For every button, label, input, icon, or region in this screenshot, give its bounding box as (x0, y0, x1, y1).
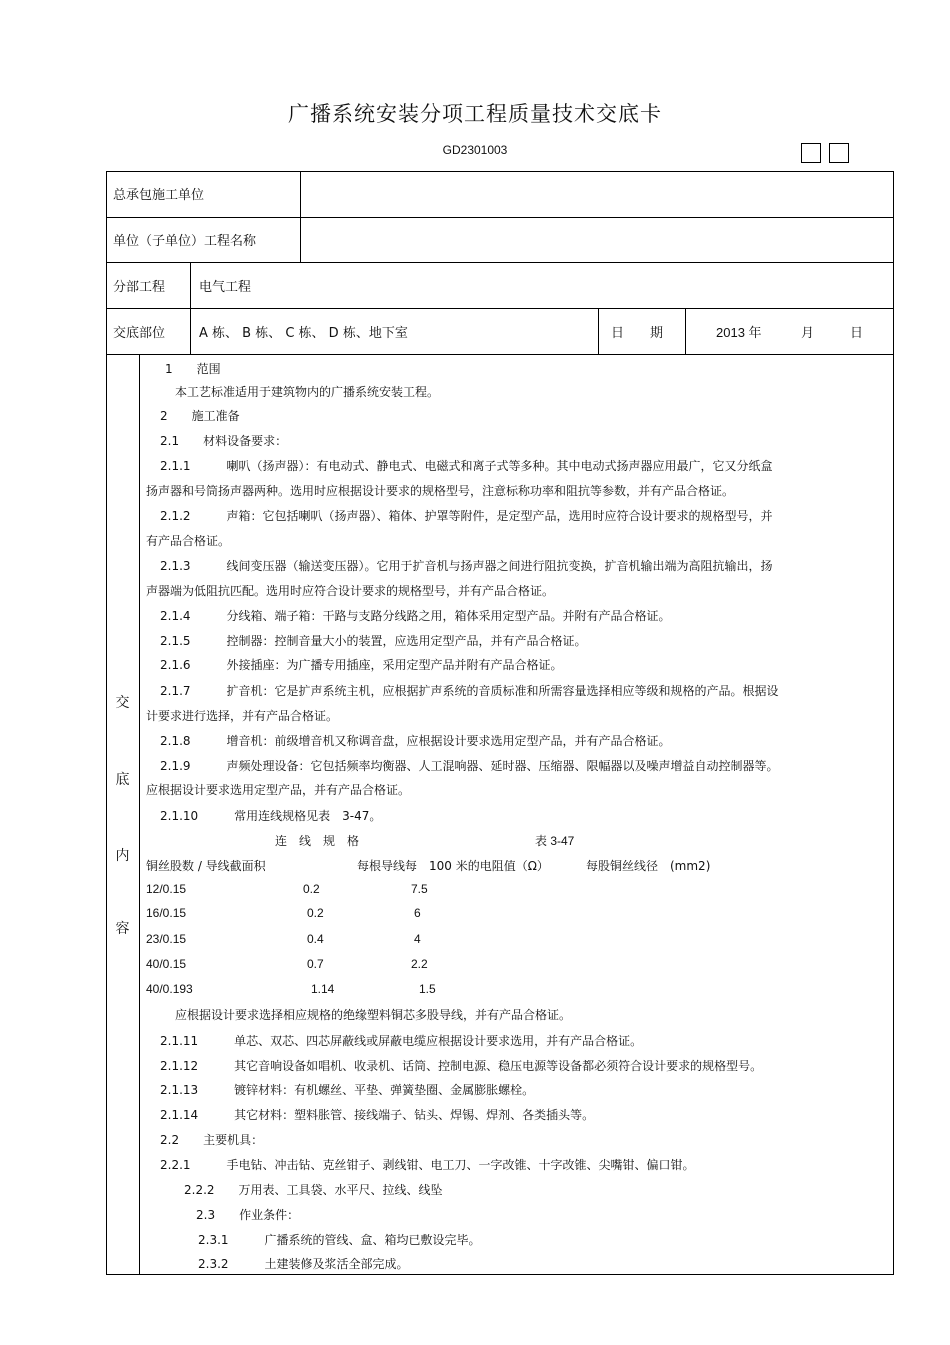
wire-table-cell: 0.2 (303, 882, 320, 896)
side-label-char: 容 (115, 921, 130, 937)
content-line: 2.1.10 常用连线规格见表 3-47。 (160, 809, 382, 823)
wire-table-cell: 1.14 (311, 982, 335, 996)
content-line: 有产品合格证。 (146, 534, 231, 548)
content-line: 2.3.1 广播系统的管线、盒、箱均已敷设完毕。 (198, 1233, 481, 1247)
content-line: 1 范围 (165, 362, 221, 376)
content-line: 2.2 主要机具： (160, 1133, 264, 1147)
wire-table-header: 每股铜丝线径 (mm2) (586, 859, 711, 873)
content-line: 本工艺标准适用于建筑物内的广播系统安装工程。 (175, 385, 440, 399)
wire-table-cell: 12/0.15 (146, 882, 187, 896)
table-rule (106, 262, 894, 263)
date-year: 2013 年 (716, 325, 762, 340)
side-label-char: 底 (115, 772, 130, 788)
table-border-top (106, 171, 894, 172)
wire-table-cell: 16/0.15 (146, 906, 187, 920)
location-label: 交底部位 (113, 326, 166, 341)
wire-table-cell: 7.5 (411, 882, 428, 896)
wire-table-header: 铜丝股数 / 导线截面积 (146, 859, 266, 873)
date-label: 日 期 (611, 326, 664, 341)
content-line: 2.3 作业条件： (196, 1208, 300, 1222)
side-label-char: 交 (115, 695, 130, 711)
table-rule (190, 262, 191, 354)
page-title: 广播系统安装分项工程质量技术交底卡 (288, 102, 662, 126)
content-line: 2.1.12 其它音响设备如唱机、收录机、话筒、控制电源、稳压电源等设备都必须符合设计要求的规格型号。 (160, 1059, 763, 1073)
content-line: 2.1.9 声频处理设备：它包括频率均衡器、人工混响器、延时器、压缩器、限幅器以及噪声增益自动控制器等。 (160, 759, 779, 773)
table-rule (598, 308, 599, 354)
wire-table-cell: 1.5 (419, 982, 436, 996)
wire-table-number: 表 3-47 (535, 834, 575, 848)
content-line: 2.1.8 增音机：前级增音机又称调音盘，应根据设计要求选用定型产品，并有产品合格证。 (160, 734, 671, 748)
table-rule (139, 354, 140, 1274)
wire-table-caption: 连 线 规 格 (275, 834, 360, 848)
wire-table-cell: 6 (414, 906, 421, 920)
content-line: 2 施工准备 (160, 409, 240, 423)
content-line: 2.1.5 控制器：控制音量大小的装置，应选用定型产品，并有产品合格证。 (160, 634, 587, 648)
checkbox-1[interactable] (801, 143, 821, 163)
content-line: 2.1.2 声箱：它包括喇叭（扬声器）、箱体、护罩等附件，是定型产品，选用时应符合设计要求的规格型号，并 (160, 509, 773, 523)
location-value: A 栋、 B 栋、 C 栋、 D 栋、地下室 (199, 326, 408, 341)
table-border-right (893, 171, 894, 1275)
table-border-left (106, 171, 107, 1275)
checkbox-2[interactable] (829, 143, 849, 163)
table-rule (300, 171, 301, 263)
content-line: 2.1.13 镀锌材料：有机螺丝、平垫、弹簧垫圈、金属膨胀螺栓。 (160, 1083, 535, 1097)
wire-table-cell: 0.2 (307, 906, 324, 920)
table-border-bottom (106, 1274, 894, 1275)
table-rule (106, 354, 894, 355)
content-line: 应根据设计要求选用定型产品，并有产品合格证。 (146, 783, 411, 797)
project-name-label: 单位（子单位）工程名称 (113, 234, 257, 249)
content-line: 2.1 材料设备要求： (160, 434, 288, 448)
content-line: 2.1.1 喇叭（扬声器）：有电动式、静电式、电磁式和离子式等多种。其中电动式扬声器应用最广，它又分纸盒 (160, 459, 773, 473)
contractor-label: 总承包施工单位 (113, 188, 205, 203)
content-line: 2.1.11 单芯、双芯、四芯屏蔽线或屏蔽电缆应根据设计要求选用，并有产品合格证。 (160, 1034, 643, 1048)
table-rule (685, 308, 686, 354)
division-value: 电气工程 (199, 280, 252, 295)
division-label: 分部工程 (113, 280, 166, 295)
side-label-char: 内 (115, 848, 130, 864)
content-line: 应根据设计要求选择相应规格的绝缘塑料铜芯多股导线，并有产品合格证。 (175, 1008, 572, 1022)
wire-table-cell: 0.4 (307, 932, 324, 946)
content-line: 2.1.3 线间变压器（输送变压器）。它用于扩音机与扬声器之间进行阻抗变换，扩音机输出端为高阻抗输出，扬 (160, 559, 773, 573)
wire-table-cell: 23/0.15 (146, 932, 187, 946)
content-line: 2.1.6 外接插座：为广播专用插座，采用定型产品并附有产品合格证。 (160, 658, 563, 672)
content-line: 2.2.2 万用表、工具袋、水平尺、拉线、线坠 (184, 1183, 443, 1197)
content-line: 计要求进行选择，并有产品合格证。 (146, 709, 339, 723)
wire-table-cell: 4 (414, 932, 421, 946)
date-month: 月 (801, 326, 815, 341)
content-line: 2.2.1 手电钻、冲击钻、克丝钳子、剥线钳、电工刀、一字改锥、十字改锥、尖嘴钳、偏口钳。 (160, 1158, 695, 1172)
content-line: 2.1.7 扩音机：它是扩声系统主机，应根据扩声系统的音质标准和所需容量选择相应等级和规格的产品。根据设 (160, 684, 779, 698)
wire-table-cell: 2.2 (411, 957, 428, 971)
content-line: 2.1.4 分线箱、端子箱：干路与支路分线路之用，箱体采用定型产品。并附有产品合格证。 (160, 609, 671, 623)
wire-table-header: 每根导线每 100 米的电阻值（Ω） (357, 859, 549, 873)
wire-table-cell: 40/0.15 (146, 957, 187, 971)
content-line: 扬声器和号筒扬声器两种。选用时应根据设计要求的规格型号，注意标称功率和阻抗等参数，并有产品合格证。 (146, 484, 735, 498)
document-code: GD2301003 (442, 143, 508, 157)
wire-table-cell: 0.7 (307, 957, 324, 971)
content-line: 2.3.2 土建装修及浆活全部完成。 (198, 1257, 409, 1271)
content-line: 声器端为低阻抗匹配。选用时应符合设计要求的规格型号，并有产品合格证。 (146, 584, 555, 598)
table-rule (106, 308, 894, 309)
content-line: 2.1.14 其它材料：塑料胀管、接线端子、钻头、焊锡、焊剂、各类插头等。 (160, 1108, 595, 1122)
wire-table-cell: 40/0.193 (146, 982, 193, 996)
table-rule (106, 217, 894, 218)
date-day: 日 (850, 326, 864, 341)
